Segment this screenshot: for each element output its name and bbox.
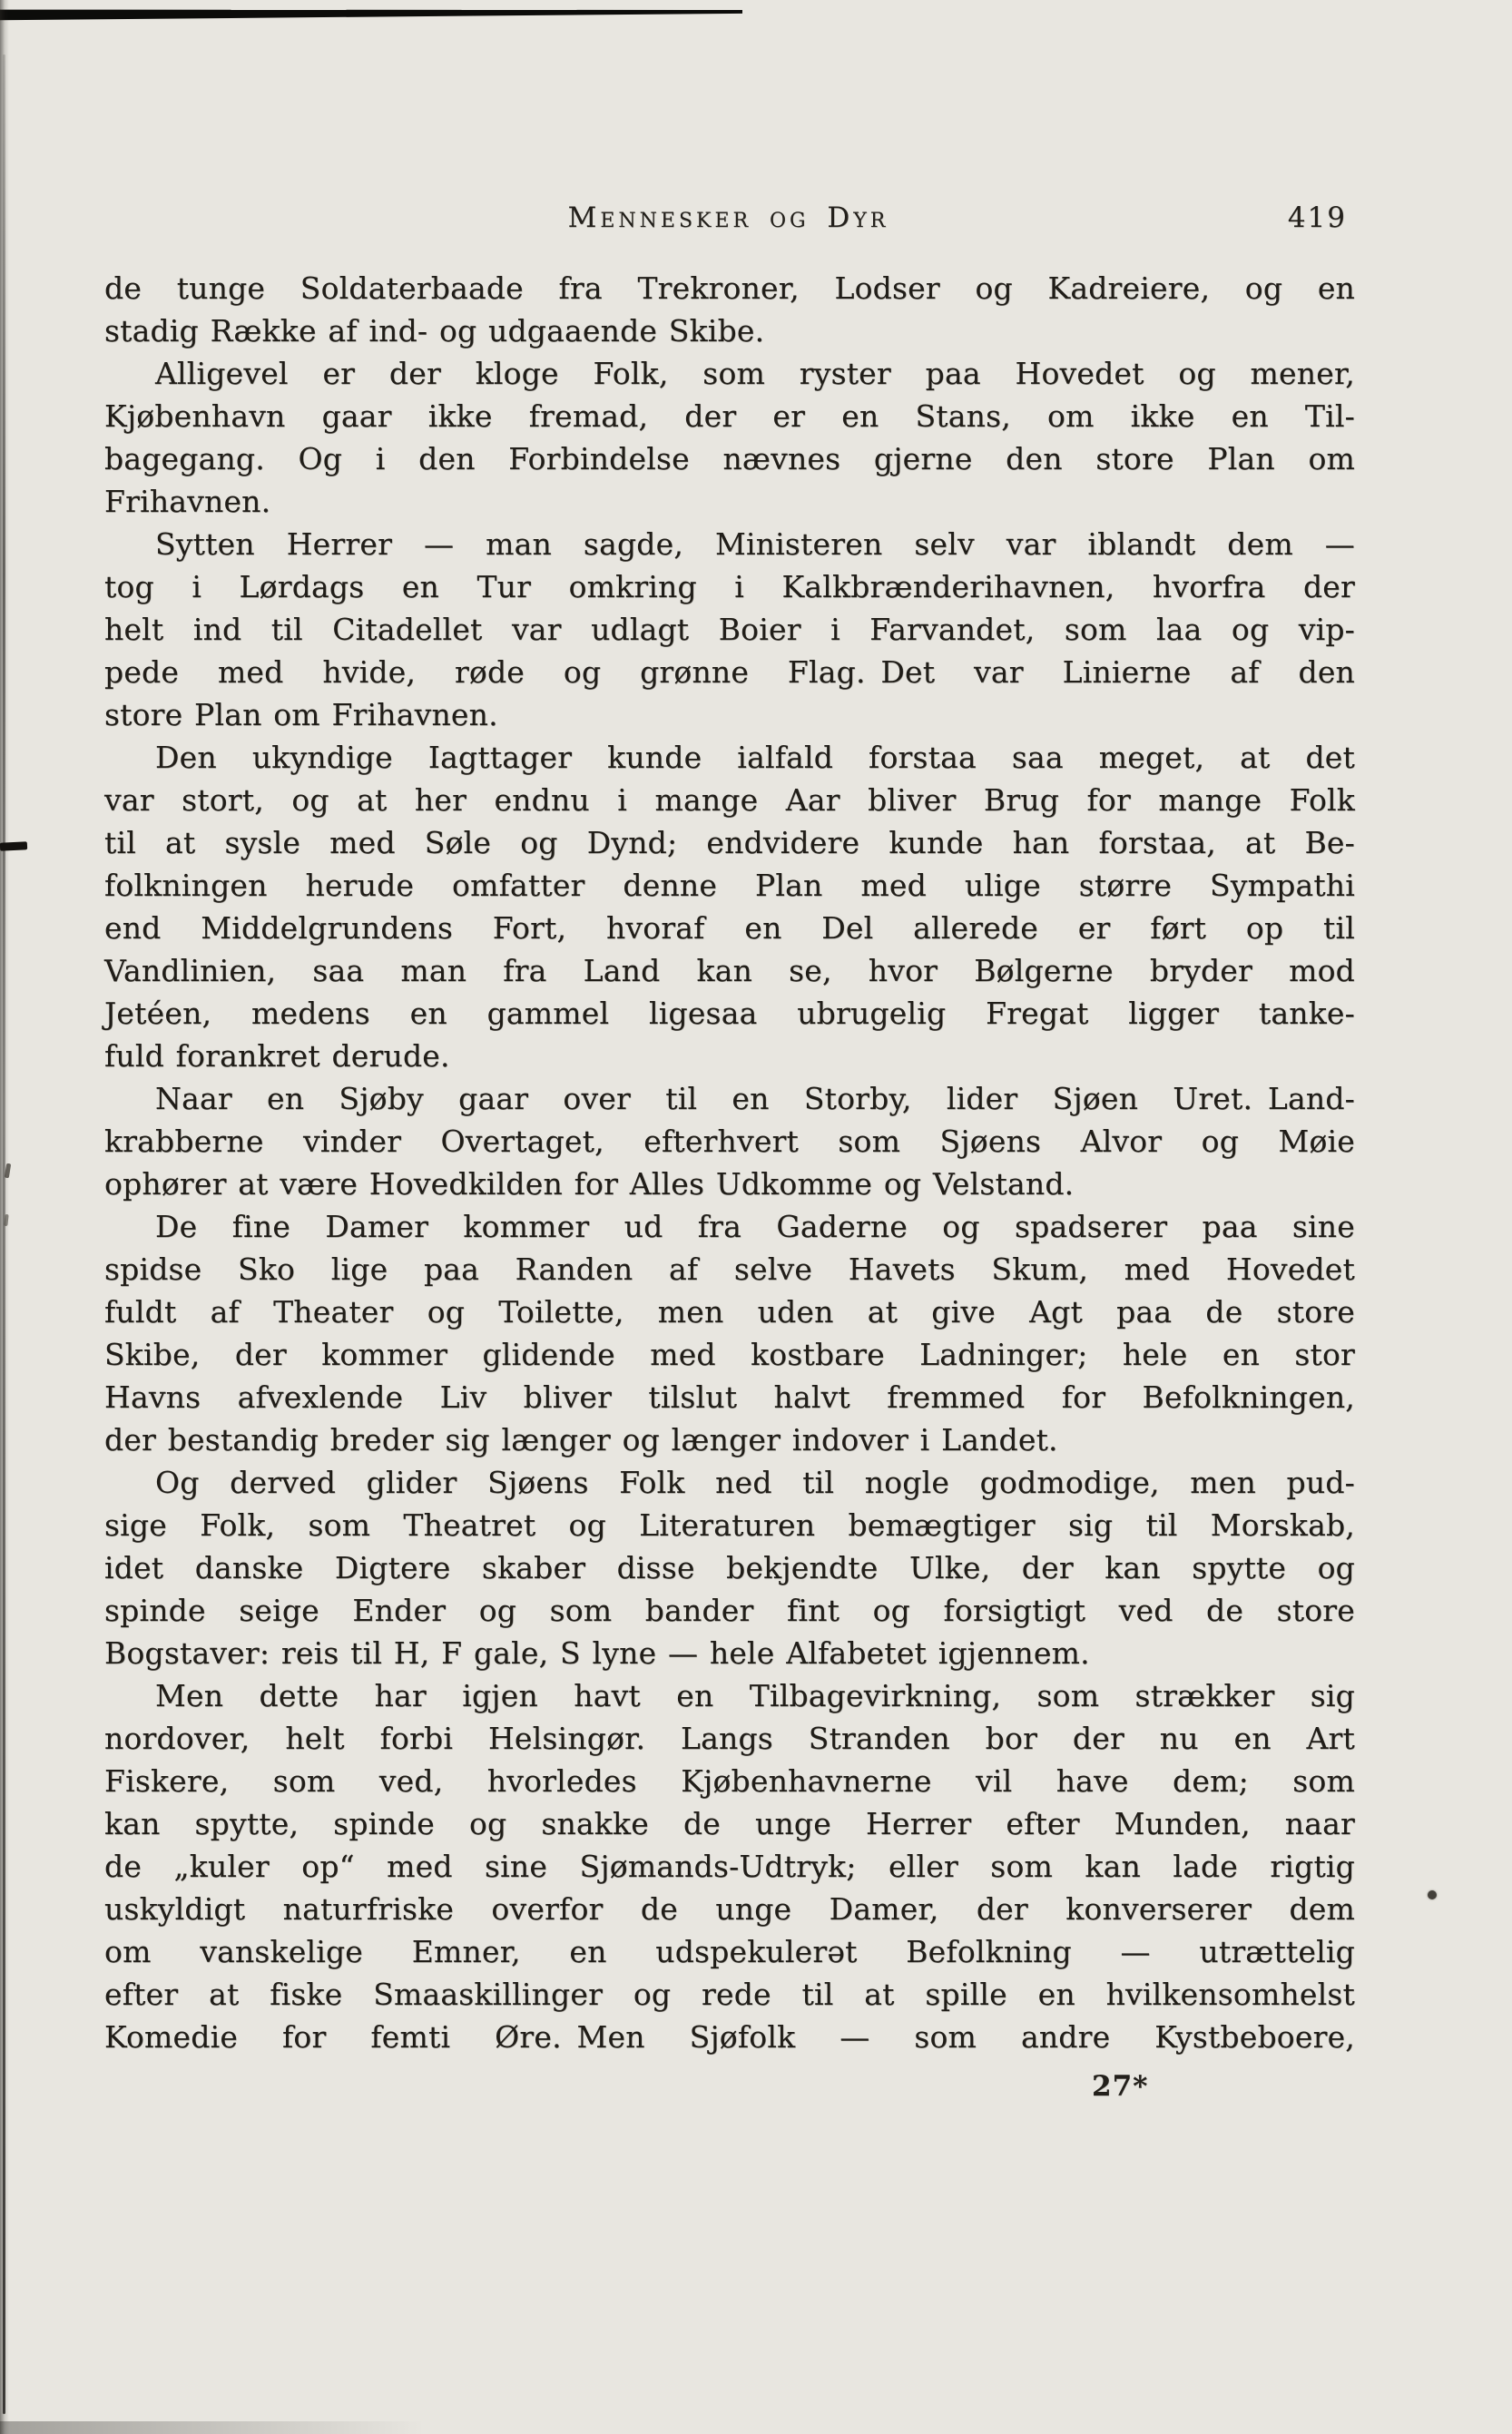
text-line: ophører at være Hovedkilden for Alles Udkomme og Velstand. xyxy=(104,1166,1075,1202)
text-line: spinde seige Ender og som bander fint og forsigtigt ved de store xyxy=(104,1593,1355,1628)
text-line: idet danske Digtere skaber disse bekjendte Ulke, der kan spytte og xyxy=(104,1550,1355,1585)
text-line: Komedie for femti Øre. Men Sjøfolk — som andre Kystbeboere, xyxy=(104,2019,1355,2055)
text-line: bagegang. Og i den Forbindelse nævnes gjerne den store Plan om xyxy=(104,441,1355,476)
text-line: end Middelgrundens Fort, hvoraf en Del allerede er ført op til xyxy=(104,910,1355,946)
text-line: Den ukyndige Iagttager kunde ialfald forstaa saa meget, at det xyxy=(155,740,1355,775)
text-line: Kjøbenhavn gaar ikke fremad, der er en Stans, om ikke en Til- xyxy=(104,398,1355,434)
text-line: Vandlinien, saa man fra Land kan se, hvor Bølgerne bryder mod xyxy=(104,953,1355,988)
text-line: pede med hvide, røde og grønne Flag. Det var Linierne af den xyxy=(104,654,1355,690)
running-title: Mennesker og Dyr xyxy=(567,201,889,234)
scan-ink-dot xyxy=(1428,1890,1437,1899)
text-line: Sytten Herrer — man sagde, Ministeren selv var iblandt dem — xyxy=(155,526,1355,562)
text-line: de „kuler op“ med sine Sjømands-Udtryk; eller som kan lade rigtig xyxy=(104,1849,1355,1884)
text-line: Frihavnen. xyxy=(104,484,271,519)
text-line: der bestandig breder sig længer og længer indover i Landet. xyxy=(104,1422,1058,1457)
text-line: nordover, helt forbi Helsingør. Langs Stranden bor der nu en Art xyxy=(104,1721,1355,1756)
text-line: uskyldigt naturfriske overfor de unge Damer, der konverserer dem xyxy=(104,1891,1355,1927)
page-header xyxy=(104,201,1352,249)
scan-streak-top xyxy=(0,5,742,21)
signature-mark: 27* xyxy=(1092,2070,1149,2103)
text-line: store Plan om Frihavnen. xyxy=(104,697,498,732)
text-line: krabberne vinder Overtaget, efterhvert som Sjøens Alvor og Møie xyxy=(104,1124,1355,1159)
text-line: fuldt af Theater og Toilette, men uden at give Agt paa de store xyxy=(104,1294,1355,1330)
scan-margin-dash xyxy=(0,841,27,851)
text-line: Bogstaver: reis til H, F gale, S lyne — hele Alfabetet igjennem. xyxy=(104,1635,1090,1671)
text-line: Jetéen, medens en gammel ligesaa ubrugelig Fregat ligger tanke- xyxy=(104,996,1355,1031)
scan-edge-line xyxy=(3,54,5,2414)
text-line: om vanskelige Emner, en udspekulerət Befolkning — utrættelig xyxy=(104,1934,1355,1969)
text-line: til at sysle med Søle og Dynd; endvidere kunde han forstaa, at Be- xyxy=(104,825,1355,860)
text-line: kan spytte, spinde og snakke de unge Herrer efter Munden, naar xyxy=(104,1806,1355,1841)
scan-margin-tick xyxy=(5,1163,11,1179)
text-line: Alligevel er der kloge Folk, som ryster paa Hovedet og mener, xyxy=(155,356,1355,391)
text-line: De fine Damer kommer ud fra Gaderne og spadserer paa sine xyxy=(155,1209,1355,1244)
text-line: spidse Sko lige paa Randen af selve Havets Skum, med Hovedet xyxy=(104,1251,1355,1287)
text-line: stadig Række af ind- og udgaaende Skibe. xyxy=(104,313,765,348)
scan-smudge-bottom xyxy=(0,2421,472,2434)
text-line: helt ind til Citadellet var udlagt Boier i Farvandet, som laa og vip- xyxy=(104,612,1355,647)
text-line: var stort, og at her endnu i mange Aar bliver Brug for mange Folk xyxy=(104,782,1355,818)
text-line: sige Folk, som Theatret og Literaturen bemægtiger sig til Morskab, xyxy=(104,1507,1355,1543)
text-line: Skibe, der kommer glidende med kostbare Ladninger; hele en stor xyxy=(104,1337,1355,1372)
text-line: Havns afvexlende Liv bliver tilslut halvt fremmed for Befolkningen, xyxy=(104,1379,1355,1415)
text-line: folkningen herude omfatter denne Plan med ulige større Sympathi xyxy=(104,868,1355,903)
text-line: de tunge Soldaterbaade fra Trekroner, Lodser og Kadreiere, og en xyxy=(104,270,1355,306)
text-line: Men dette har igjen havt en Tilbagevirkning, som strækker sig xyxy=(155,1678,1355,1713)
text-line: Og derved glider Sjøens Folk ned til nogle godmodige, men pud- xyxy=(155,1465,1355,1500)
body-text xyxy=(104,267,1355,2058)
page-number: 419 xyxy=(1287,201,1347,234)
text-line: fuld forankret derude. xyxy=(104,1038,450,1074)
text-line: Naar en Sjøby gaar over til en Storby, lider Sjøen Uret. Land- xyxy=(155,1081,1355,1116)
text-line: tog i Lørdags en Tur omkring i Kalkbrænderihavnen, hvorfra der xyxy=(104,569,1355,604)
text-line: efter at fiske Smaaskillinger og rede til at spille en hvilkensomhelst xyxy=(104,1977,1355,2012)
text-line: Fiskere, som ved, hvorledes Kjøbenhavnerne vil have dem; som xyxy=(104,1763,1355,1799)
